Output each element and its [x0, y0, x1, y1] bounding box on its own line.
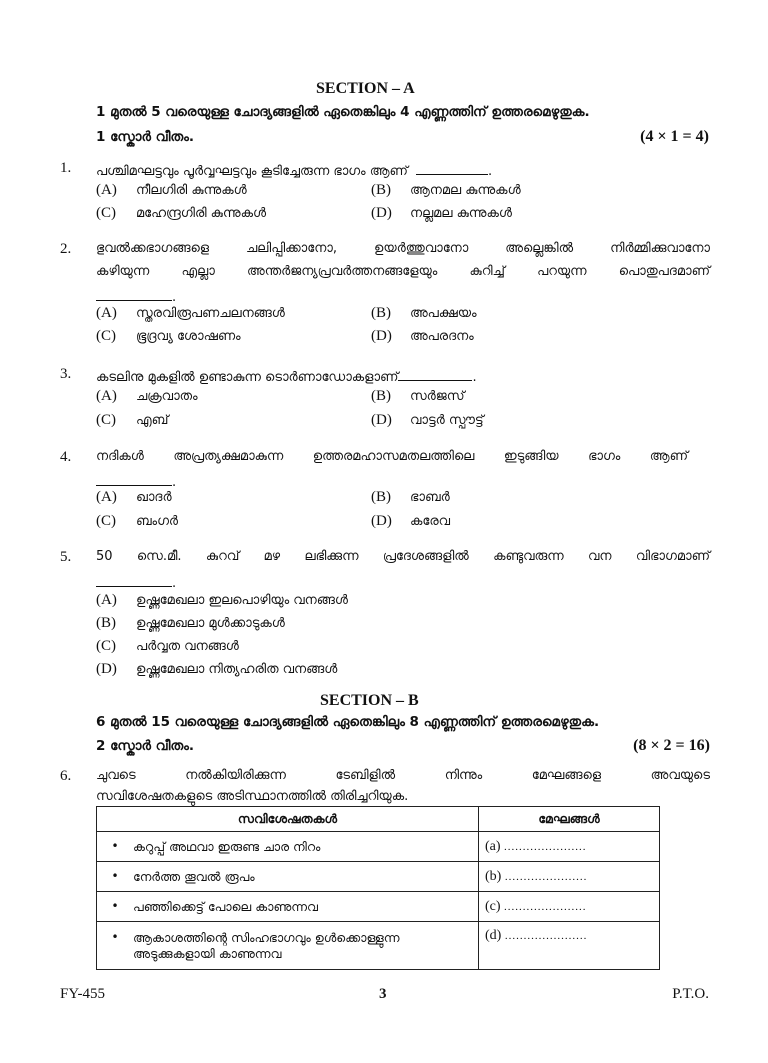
answer-label: (a) [485, 838, 501, 854]
option-label: (B) [371, 489, 391, 505]
option-label: (C) [96, 513, 116, 529]
table-row [97, 892, 660, 922]
question-line: ഭുവൽക്കഭാഗങ്ങളെ ചലിപ്പിക്കാനോ, ഉയർത്തുവാനോ അല്ലെങ്കിൽ നിർമ്മിക്കുവാനോ [96, 241, 710, 256]
question-number: 6. [60, 768, 72, 784]
question-text: കടലിനു മുകളിൽ ഉണ്ടാകുന്ന ടൊർണാഡോകളാണ് . [96, 366, 477, 385]
answer-cell [479, 922, 660, 970]
answer-label: (d) [485, 928, 502, 943]
answer-blank-line: . [96, 471, 176, 490]
option-label: (D) [371, 205, 392, 221]
option-label: (B) [371, 182, 391, 198]
table-row [97, 832, 660, 862]
option-text: ആനമല കുന്നുകൾ [410, 183, 521, 198]
section-a-instruction: 1 മുതൽ 5 വരെയുള്ള ചോദ്യങ്ങളിൽ ഏതെങ്കിലും 4 എണ്ണത്തിന് ഉത്തരമെഴുതുക. [96, 104, 590, 120]
feature-text [133, 930, 399, 962]
page-number: 3 [379, 986, 387, 1002]
question-line: പശ്ചിമഘട്ടവും പൂർവ്വഘട്ടവും കൂടിച്ചേരുന്ന ഭാഗം ആണ് [96, 164, 408, 179]
option-text: ഭാബർ [410, 490, 450, 505]
option-label: (D) [371, 412, 392, 428]
question-number: 1. [60, 160, 72, 176]
feature-cell [97, 862, 479, 892]
option-text: അപക്ഷയം [410, 306, 477, 321]
option-text: സ്തരവിരൂപണചലനങ്ങൾ [136, 306, 285, 321]
question-number: 3. [60, 366, 72, 382]
answer-blank-line: . [96, 286, 176, 305]
answer-dots: ...................... [504, 930, 588, 942]
option-label: (C) [96, 412, 116, 428]
section-a-marks: (4 × 1 = 4) [640, 128, 709, 145]
answer-dots: ...................... [504, 900, 587, 913]
option-text: നല്ലമല കുന്നുകൾ [410, 206, 512, 221]
section-b-instruction: 6 മുതൽ 15 വരെയുള്ള ചോദ്യങ്ങളിൽ ഏതെങ്കിലും 8 എണ്ണത്തിന് ഉത്തരമെഴുതുക. [96, 714, 600, 730]
answer-blank [96, 471, 172, 486]
option-label: (C) [96, 205, 116, 221]
option-text: സർജസ് [410, 389, 465, 404]
question-line: സവിശേഷതകളുടെ അടിസ്ഥാനത്തിൽ തിരിച്ചറിയുക. [96, 789, 409, 804]
option-text: ഉഷ്ണമേഖലാ നിത്യഹരിത വനങ്ങൾ [136, 662, 338, 677]
option-label: (D) [371, 328, 392, 344]
option-text: വാട്ടർ സ്പൗട്ട് [410, 413, 484, 428]
option-text: പർവ്വത വനങ്ങൾ [136, 639, 239, 654]
answer-blank [96, 286, 172, 301]
option-text: കരേവ [410, 514, 451, 529]
question-line: 50 സെ.മീ. കുറവ് മഴ ലഭിക്കുന്ന പ്രദേശങ്ങളിൽ കണ്ടുവരുന്ന വന വിഭാഗമാണ് [96, 549, 710, 564]
option-text: ഉഷ്ണമേഖലാ മുൾക്കാടുകൾ [136, 616, 285, 631]
option-text: ഉഷ്ണമേഖലാ ഇലപൊഴിയും വനങ്ങൾ [136, 593, 348, 608]
option-text: ഖാദർ [136, 490, 172, 505]
feature-text: നേർത്ത തൂവൽ രൂപം [133, 868, 255, 884]
answer-blank [96, 572, 172, 587]
option-label: (C) [96, 328, 116, 344]
option-label: (A) [96, 592, 117, 608]
section-a-title: SECTION – A [316, 80, 415, 97]
paper-code: FY-455 [60, 986, 106, 1002]
answer-dots: ...................... [504, 870, 588, 883]
option-label: (B) [371, 388, 391, 404]
question-number: 2. [60, 241, 72, 257]
option-text: എബ് [136, 413, 169, 428]
option-text: ബംഗർ [136, 514, 179, 529]
features-table [96, 806, 660, 970]
answer-cell [479, 832, 660, 862]
feature-text: പഞ്ഞിക്കെട്ട് പോലെ കാണുന്നവ [133, 898, 319, 914]
table-header-row [97, 807, 660, 832]
feature-text-line: അടുക്കുകളായി കാണുന്നവ [133, 945, 282, 961]
feature-text: കറുപ്പ് അഥവാ ഇരുണ്ട ചാര നിറം [133, 838, 321, 854]
question-number: 4. [60, 449, 72, 465]
question-line: ചുവടെ നൽകിയിരിക്കുന്ന ടേബിളിൽ നിന്നും മേഘങ്ങളെ അവയുടെ [96, 768, 710, 783]
answer-blank-line: . [96, 572, 176, 591]
section-b-marks: (8 × 2 = 16) [633, 737, 710, 754]
feature-cell [97, 922, 479, 970]
answer-label: (c) [485, 898, 501, 914]
table-header-clouds: മേഘങ്ങൾ [479, 807, 660, 832]
option-label: (B) [96, 615, 116, 631]
option-label: (A) [96, 489, 117, 505]
pto-label: P.T.O. [672, 986, 709, 1002]
bullet-icon: • [111, 929, 119, 944]
feature-text-line: ആകാശത്തിന്റെ സിംഹഭാഗവും ഉൾക്കൊള്ളുന്ന [133, 929, 400, 945]
bullet-icon: • [111, 838, 119, 853]
answer-blank [416, 160, 488, 175]
answer-cell [479, 892, 660, 922]
question-line: നദികൾ അപ്രത്യക്ഷമാകുന്ന ഉത്തരമഹാസമതലത്തിലെ ഇടുങ്ങിയ ഭാഗം ആണ് [96, 449, 688, 464]
option-label: (A) [96, 305, 117, 321]
option-text: നീലഗിരി കുന്നുകൾ [136, 183, 247, 198]
feature-cell [97, 892, 479, 922]
option-label: (D) [371, 513, 392, 529]
option-text: അപരദനം [410, 329, 474, 344]
section-a-score: 1 സ്കോർ വീതം. [96, 129, 195, 145]
section-b-score: 2 സ്കോർ വീതം. [96, 738, 195, 754]
answer-cell [479, 862, 660, 892]
question-number: 5. [60, 549, 72, 565]
option-label: (C) [96, 638, 116, 654]
option-label: (B) [371, 305, 391, 321]
feature-cell [97, 832, 479, 862]
option-text: ചക്രവാതം [136, 389, 198, 404]
table-row [97, 862, 660, 892]
option-label: (D) [96, 661, 117, 677]
bullet-icon: • [111, 868, 119, 883]
answer-blank [398, 366, 472, 381]
option-label: (A) [96, 182, 117, 198]
table-row [97, 922, 660, 970]
bullet-icon: • [111, 898, 119, 913]
question-line: കഴിയുന്ന എല്ലാ അന്തർജന്യപ്രവർത്തനങ്ങളേയും കുറിച്ച് പറയുന്ന പൊതുപദമാണ് [96, 264, 710, 279]
answer-dots: ...................... [504, 840, 587, 853]
option-text: മഹേന്ദ്രഗിരി കുന്നുകൾ [136, 206, 267, 221]
question-line: കടലിനു മുകളിൽ ഉണ്ടാകുന്ന ടൊർണാഡോകളാണ് [96, 370, 399, 385]
table-header-features: സവിശേഷതകൾ [97, 807, 479, 832]
option-label: (A) [96, 388, 117, 404]
option-text: ഭൂദ്രവ്യ ശോഷണം [136, 329, 241, 344]
answer-label: (b) [485, 868, 502, 884]
question-text: പശ്ചിമഘട്ടവും പൂർവ്വഘട്ടവും കൂടിച്ചേരുന്ന ഭാഗം ആണ് . [96, 160, 492, 179]
section-b-title: SECTION – B [320, 692, 419, 709]
